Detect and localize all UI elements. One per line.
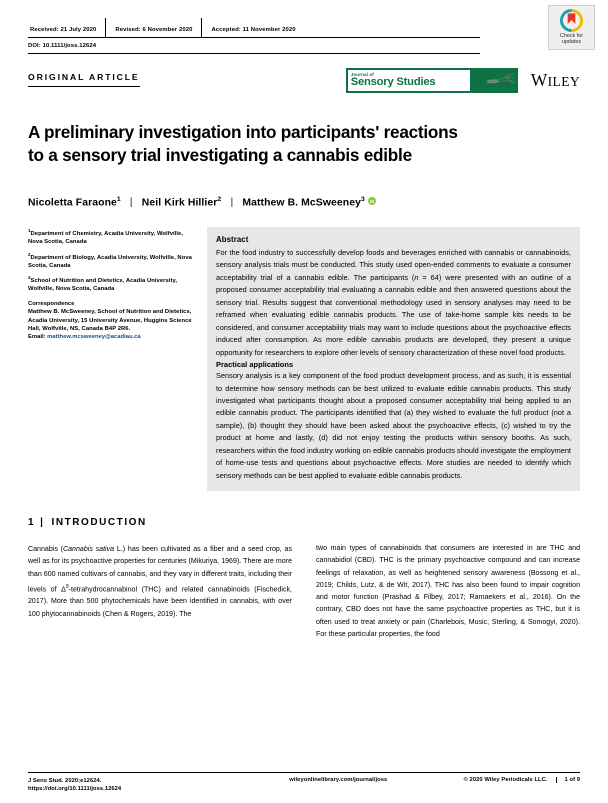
footer-right-block (464, 777, 580, 783)
received-date: Received: 21 July 2020 (30, 27, 97, 33)
affiliation-3-text: School of Nutrition and Dietetics, Acadia University, Wolfville, Nova Scotia, Canada (28, 278, 177, 293)
affiliation-1 (28, 227, 198, 246)
wiley-logo-rest: ILEY (547, 73, 580, 89)
author-2-name: Neil Kirk Hillier (141, 196, 218, 208)
author-3-name: Matthew B. McSweeney (242, 196, 361, 208)
author-3-affil-marker: 3 (360, 195, 365, 203)
affiliation-3 (28, 274, 198, 293)
author-2-affil-marker: 2 (217, 195, 222, 203)
svg-text:iD: iD (370, 198, 375, 204)
section-divider: | (40, 517, 45, 529)
author-list (28, 196, 580, 208)
author-separator-1: | (129, 196, 133, 208)
abstract-body: For the food industry to successfully develop foods and beverages enriched with cannabis or cannabinoids, sensory analysis trials must be conducted. This study used open-ended comments to evaluate a consumer acceptability trial of a cannabis edible. The participants (n = 64) were presented with an outline of a proposed consumer acceptability trial evaluating a cannabis edible and then answered questions about the sensory trial. Results suggest that conventional methodology used in sensory analyses may need to be reframed when evaluating edible cannabis products. The use of take-home sample kits needs to be considered, and consumer acceptability trials may want to include questions about the psychoactive effects induced after consumption. As more edible cannabis products are developed, they present a unique opportunity for researchers to explore other levels of sensory characterization of these novel food products. (216, 247, 571, 357)
footer-journal-url[interactable]: wileyonlinelibrary.com/journal/joss (289, 776, 388, 783)
accepted-date: Accepted: 11 November 2020 (201, 18, 304, 37)
journal-branding (346, 65, 580, 97)
practical-applications-heading: Practical applications (216, 360, 294, 370)
affiliation-2-text: Department of Biology, Acadia University, Wolfville, Nova Scotia, Canada (28, 254, 192, 269)
sensory-studies-mark-icon (484, 71, 516, 86)
abstract-box (207, 227, 580, 491)
section-title: INTRODUCTION (51, 517, 147, 529)
abstract-column (207, 227, 580, 491)
correspondence-heading: Correspondence (28, 301, 75, 308)
column-spacer (316, 517, 580, 543)
abstract-heading: Abstract (216, 234, 249, 244)
footer-copyright: © 2020 Wiley Periodicals LLC. (463, 776, 548, 783)
revised-date: Revised: 6 November 2020 (105, 18, 201, 37)
wiley-logo-w: W (530, 69, 548, 90)
intro-paragraph-right: two main types of cannabinoids that consumers are interested in are THC and cannabidiol (CBD). THC is the primary psychoactive compound and can increase feelings of relaxation, as well as heightened sensory awareness (Bossong et al., 2019; Childs, Lutz, & de Wit, 2017). THC has also been found to impair cognition and motor function (Prashad & Filbey, 2017; Ramaekers et al., 2016). On the contrary, CBD does not have the same psychoactive properties as THC, but it is often used to treat anxiety or pain (Charlebois, Music, Sterling, & Somogyi, 2020). For these particular properties, the food (316, 545, 580, 638)
affiliation-2 (28, 251, 198, 270)
front-matter-columns (28, 227, 580, 491)
introduction-section (28, 517, 580, 641)
crossmark-icon (560, 9, 583, 32)
author-1-name: Nicoletta Faraone (28, 196, 117, 208)
author-1[interactable] (28, 196, 121, 208)
affiliation-1-marker: 1 (28, 227, 31, 233)
check-for-updates-badge[interactable] (548, 5, 595, 50)
doi-line[interactable]: DOI: 10.1111/joss.12624 (28, 38, 480, 54)
title-line-1: A preliminary investigation into participants' reactions (28, 121, 458, 142)
check-for-updates-label (560, 33, 583, 46)
affiliation-3-marker: 3 (28, 275, 31, 281)
orcid-icon[interactable] (368, 197, 376, 205)
journal-logo-box (348, 70, 470, 91)
footer-citation: J Sens Stud. 2020;e12624. (28, 777, 102, 784)
footer-doi-url[interactable]: https://doi.org/10.1111/joss.12624 (28, 785, 122, 792)
intro-column-left (28, 517, 292, 641)
affiliation-2-marker: 2 (28, 251, 31, 257)
journal-logo (346, 68, 518, 93)
journal-logo-superline: Journal of (350, 72, 374, 78)
author-separator-2: | (230, 196, 234, 208)
intro-column-right (316, 517, 580, 641)
journal-logo-name: Sensory Studies (350, 76, 436, 89)
intro-paragraph-left: Cannabis (Cannabis sativa L.) has been cultivated as a fiber and a seed crop, as well as for its psychoactive properties for centuries (Mikuriya, 1969). There are more than 600 named cultivars of cannabis, and they vary in different traits, including their levels of $\Delta^9$-tetrahydrocannabinol (THC) and related cannabinoids (Fischedick, 2017). More than 500 phytochemicals have been identified in cannabis, with over 100 phytocannabinoids (Chen & Rogers, 2019). The (28, 546, 293, 618)
correspondence-email-line (28, 333, 198, 341)
page-title (28, 121, 548, 168)
author-2[interactable] (142, 196, 222, 208)
author-1-affil-marker: 1 (116, 195, 121, 203)
affiliation-1-text: Department of Chemistry, Acadia University, Wolfville, Nova Scotia, Canada (28, 230, 184, 245)
footer-citation-block (28, 777, 213, 793)
title-line-2: to a sensory trial investigating a cannabis edible (28, 145, 412, 165)
author-3[interactable] (242, 196, 365, 208)
wiley-logo (531, 71, 580, 91)
practical-applications-body: Sensory analysis is a key component of the food product development process, and as such, it is essential to determine how sensory methods can be best utilized to evaluate edible cannabis products. This study investigated what participants thought about a proposed consumer acceptability trial being applied to an edible cannabis product. The participants identified that (a) they wished to evaluate the full product (not a sample), (b) thought they should have been asked about the psychoactive effects, (c) wished to try the product at home and lastly, (d) did not enjoy testing the products within sensory booths. As such, researchers within the food industry working on edible cannabis products should investigate the employment of home-use tests and questions about psychoactive effects. More studies are needed to identify which sensory methods can be best applied to evaluate edible cannabis products. (216, 371, 571, 480)
article-type-label: ORIGINAL ARTICLE (28, 72, 140, 87)
section-number: 1 (28, 517, 36, 529)
correspondence-body: Matthew B. McSweeney, School of Nutrition and Dietetics, Acadia University, 15 University Avenue, Huggins Science Hall, Wolfville, NS, Canada B4P 2R6. (28, 309, 192, 332)
affiliations-column (28, 227, 198, 491)
cfu-line-2: updates (561, 39, 582, 46)
email-address-link[interactable]: matthew.mcsweeney@acadiau.ca (47, 333, 141, 340)
email-label: Email: (28, 333, 46, 340)
article-history (28, 18, 480, 38)
cfu-line-1: Check for (559, 33, 584, 39)
section-heading (28, 517, 292, 528)
article-type-row (28, 65, 580, 109)
footer-page-number: 1 of 9 (556, 777, 580, 783)
page-footer (28, 772, 580, 793)
